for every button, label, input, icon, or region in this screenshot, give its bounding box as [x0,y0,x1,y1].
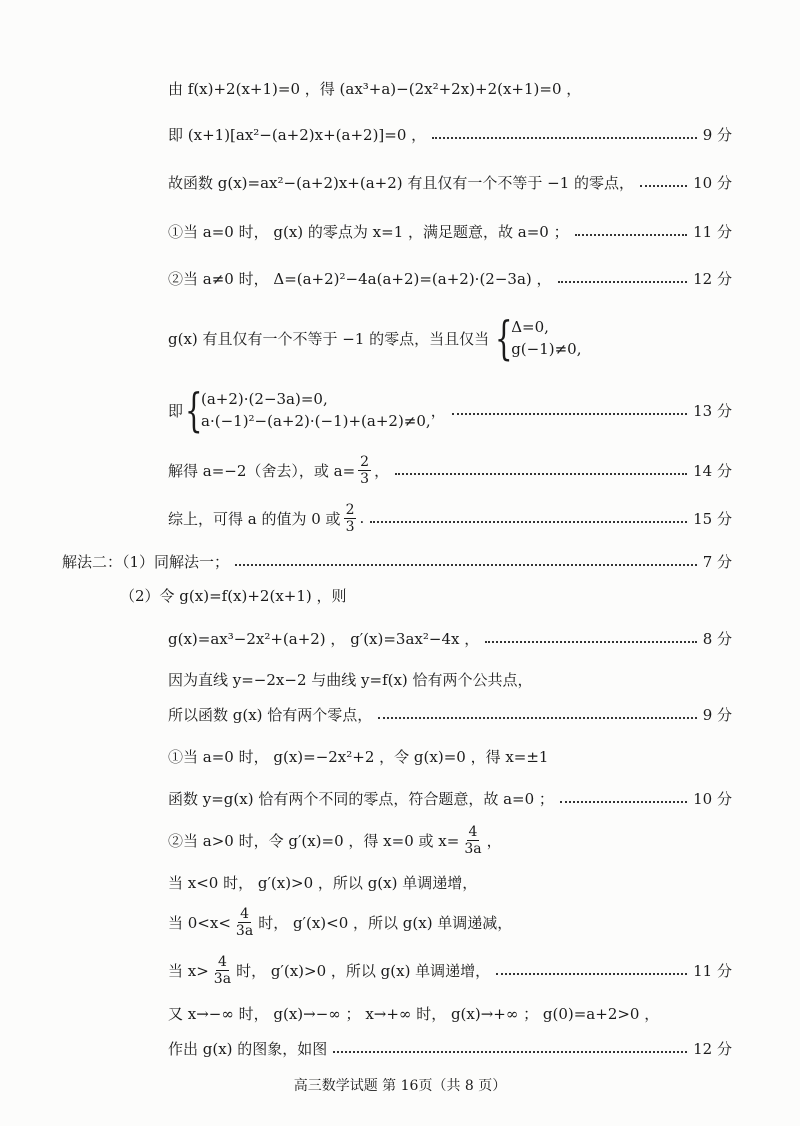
line-14: 所以函数 g(x) 恰有两个零点， 9 分 [168,705,732,724]
leader-dots [496,973,687,975]
line-6: g(x) 有且仅有一个不等于 −1 的零点，当且仅当 { Δ=0, g(−1)≠0, [168,311,582,365]
line-18: 当 x<0 时， g′(x)>0 ，所以 g(x) 单调递增， [168,873,478,892]
line-4: ①当 a=0 时， g(x) 的零点为 x=1 ，满足题意，故 a=0 ； 11 分 [168,222,732,241]
leader-dots [485,641,696,643]
line-1: 由 f(x)+2(x+1)=0 ，得 (ax³+a)−(2x²+2x)+2(x+1)=0 ， [168,79,582,98]
score-label: 13 分 [693,401,732,420]
line-3: 故函数 g(x)=ax²−(a+2)x+(a+2) 有且仅有一个不等于 −1 的零点， 10 分 [168,173,732,192]
line-11: （2）令 g(x)=f(x)+2(x+1) ，则 [120,586,347,605]
line-22: 作出 g(x) 的图象，如图 12 分 [168,1039,732,1058]
score-label: 11 分 [693,961,732,980]
condition-brace: { Δ=0, g(−1)≠0, [495,311,582,365]
score-label: 14 分 [693,461,732,480]
score-label: 12 分 [693,269,732,288]
line-16: 函数 y=g(x) 恰有两个不同的零点，符合题意，故 a=0 ； 10 分 [168,789,732,808]
line-2: 即 (x+1)[ax²−(a+2)x+(a+2)]=0 ， 9 分 [168,125,732,144]
leader-dots [640,185,687,187]
leader-dots [558,281,688,283]
line-19: 当 0<x< $\frac{4}{3a}$ 时， g′(x)<0 ，所以 g(x) 单调递减， [168,905,513,939]
left-brace: { [495,311,513,365]
score-label: 10 分 [693,789,732,808]
fraction-4-3a: $\frac{4}{3a}$ [213,953,232,987]
leader-dots [378,717,696,719]
fraction-2-3: $\frac{2}{3}$ [360,453,370,487]
left-brace: { [185,383,203,437]
line-8: 解得 a=−2（舍去），或 a= $\frac{2}{3}$ ， 14 分 [168,453,732,487]
page-footer: 高三数学试题 第 16页（共 8 页） [293,1078,507,1094]
line-5: ②当 a≠0 时， Δ=(a+2)²−4a(a+2)=(a+2)·(2−3a) ， 12 分 [168,269,732,288]
line-21: 又 x→−∞ 时， g(x)→−∞ ； x→+∞ 时， g(x)→+∞ ； g(0)=a+2>0 ， [168,1004,660,1023]
system-brace: { (a+2)·(2−3a)=0, a·(−1)²−(a+2)·(−1)+(a+2)≠0, [185,383,431,437]
score-label: 10 分 [693,173,732,192]
line-12: g(x)=ax³−2x²+(a+2) ， g′(x)=3ax²−4x ， 8 分 [168,629,732,648]
leader-dots [432,137,697,139]
score-label: 15 分 [693,509,732,528]
fraction-4-3a: $\frac{4}{3a}$ [235,905,254,939]
leader-dots [370,521,687,523]
leader-dots [395,473,687,475]
leader-dots [452,413,687,415]
line-13: 因为直线 y=−2x−2 与曲线 y=f(x) 恰有两个公共点， [168,670,533,689]
leader-dots [333,1051,687,1053]
score-label: 9 分 [702,705,732,724]
fraction-4-3a: $\frac{4}{3a}$ [464,823,482,857]
score-label: 7 分 [702,552,732,571]
line-7: 即 { (a+2)·(2−3a)=0, a·(−1)²−(a+2)·(−1)+(a+2)≠0, ， 13 分 [168,383,732,437]
fraction-2-3: $\frac{2}{3}$ [345,501,355,535]
score-label: 12 分 [693,1039,732,1058]
line-20: 当 x> $\frac{4}{3a}$ 时， g′(x)>0 ，所以 g(x) 单调递增， 11 分 [168,953,732,987]
leader-dots [575,234,688,236]
leader-dots [235,564,697,566]
line-10: 解法二：（1）同解法一； 7 分 [62,552,732,571]
leader-dots [560,801,687,803]
score-label: 11 分 [693,222,732,241]
line-15: ①当 a=0 时， g(x)=−2x²+2 ，令 g(x)=0 ，得 x=±1 [168,747,549,766]
line-17: ②当 a>0 时，令 g′(x)=0 ，得 x=0 或 x= $\frac{4}{3a}$ ， [168,823,502,857]
score-label: 9 分 [702,125,732,144]
line-9: 综上，可得 a 的值为 0 或 $\frac{2}{3}$ . 15 分 [168,501,732,535]
score-label: 8 分 [702,629,732,648]
